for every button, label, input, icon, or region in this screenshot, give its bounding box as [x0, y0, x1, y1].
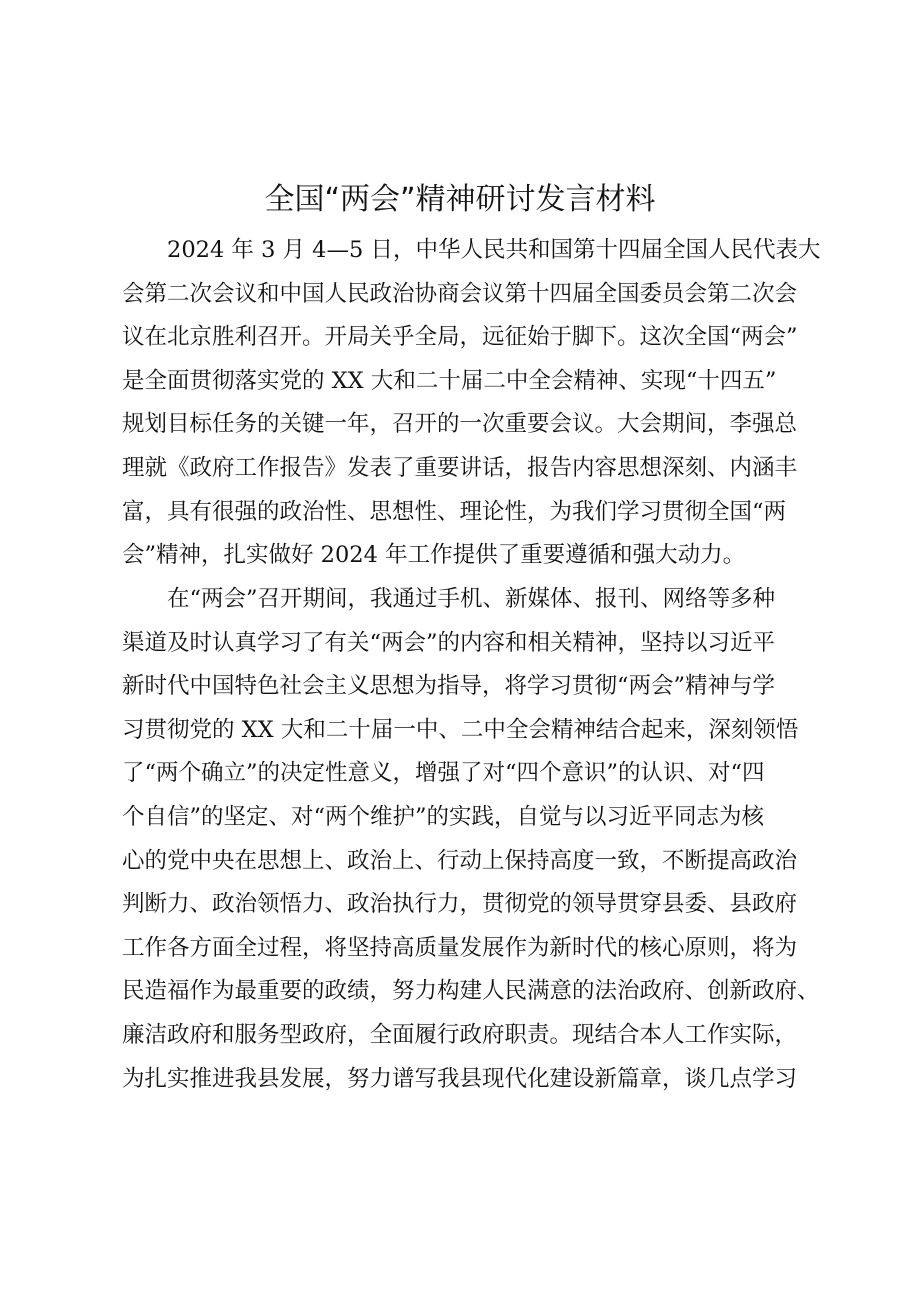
text-line: 工作各方面全过程，将坚持高质量发展作为新时代的核心原则，将为: [122, 934, 798, 961]
document-title: 全国“两会”精神研讨发言材料: [264, 182, 656, 217]
text-line: 个自信”的坚定、对“两个维护”的实践，自觉与以习近平同志为核: [122, 803, 765, 830]
text-line: 廉洁政府和服务型政府，全面履行政府职责。现结合本人工作实际，: [122, 1021, 798, 1048]
text-line: 会第二次会议和中国人民政治协商会议第十四届全国委员会第二次会: [122, 280, 798, 307]
text-line: 民造福作为最重要的政绩，努力构建人民满意的法治政府、创新政府、: [122, 978, 820, 1005]
text-line: 规划目标任务的关键一年，召开的一次重要会议。大会期间，李强总: [122, 411, 798, 438]
text-line: 议在北京胜利召开。开局关乎全局，远征始于脚下。这次全国“两会”: [122, 324, 798, 351]
text-line: 渠道及时认真学习了有关“两会”的内容和相关精神，坚持以习近平: [122, 629, 776, 656]
text-line: 富，具有很强的政治性、思想性、理论性，为我们学习贯彻全国“两: [122, 498, 787, 525]
paragraph-2: [122, 578, 832, 1101]
text-line: 心的党中央在思想上、政治上、行动上保持高度一致，不断提高政治: [122, 847, 798, 874]
text-line: 2024 年 3 月 4—5 日，中华人民共和国第十四届全国人民代表大: [122, 237, 821, 263]
text-line: 是全面贯彻落实党的 XX 大和二十届二中全会精神、实现“十四五”: [122, 367, 777, 394]
text-line: 会”精神，扎实做好 2024 年工作提供了重要遵循和强大动力。: [122, 542, 746, 569]
text-line: 判断力、政治领悟力、政治执行力，贯彻党的领导贯穿县委、县政府: [122, 891, 798, 918]
paragraph-1: [122, 229, 832, 578]
text-line: 新时代中国特色社会主义思想为指导，将学习贯彻“两会”精神与学: [122, 673, 776, 700]
text-line: 为扎实推进我县发展，努力谱写我县现代化建设新篇章，谈几点学习: [122, 1065, 798, 1092]
text-line: 理就《政府工作报告》发表了重要讲话，报告内容思想深刻、内涵丰: [122, 454, 798, 481]
text-line: 了“两个确立”的决定性意义，增强了对“四个意识”的认识、对“四: [122, 760, 765, 787]
text-line: 习贯彻党的 XX 大和二十届一中、二中全会精神结合起来，深刻领悟: [122, 716, 799, 743]
text-line: 在“两会”召开期间，我通过手机、新媒体、报刊、网络等多种: [122, 586, 776, 612]
